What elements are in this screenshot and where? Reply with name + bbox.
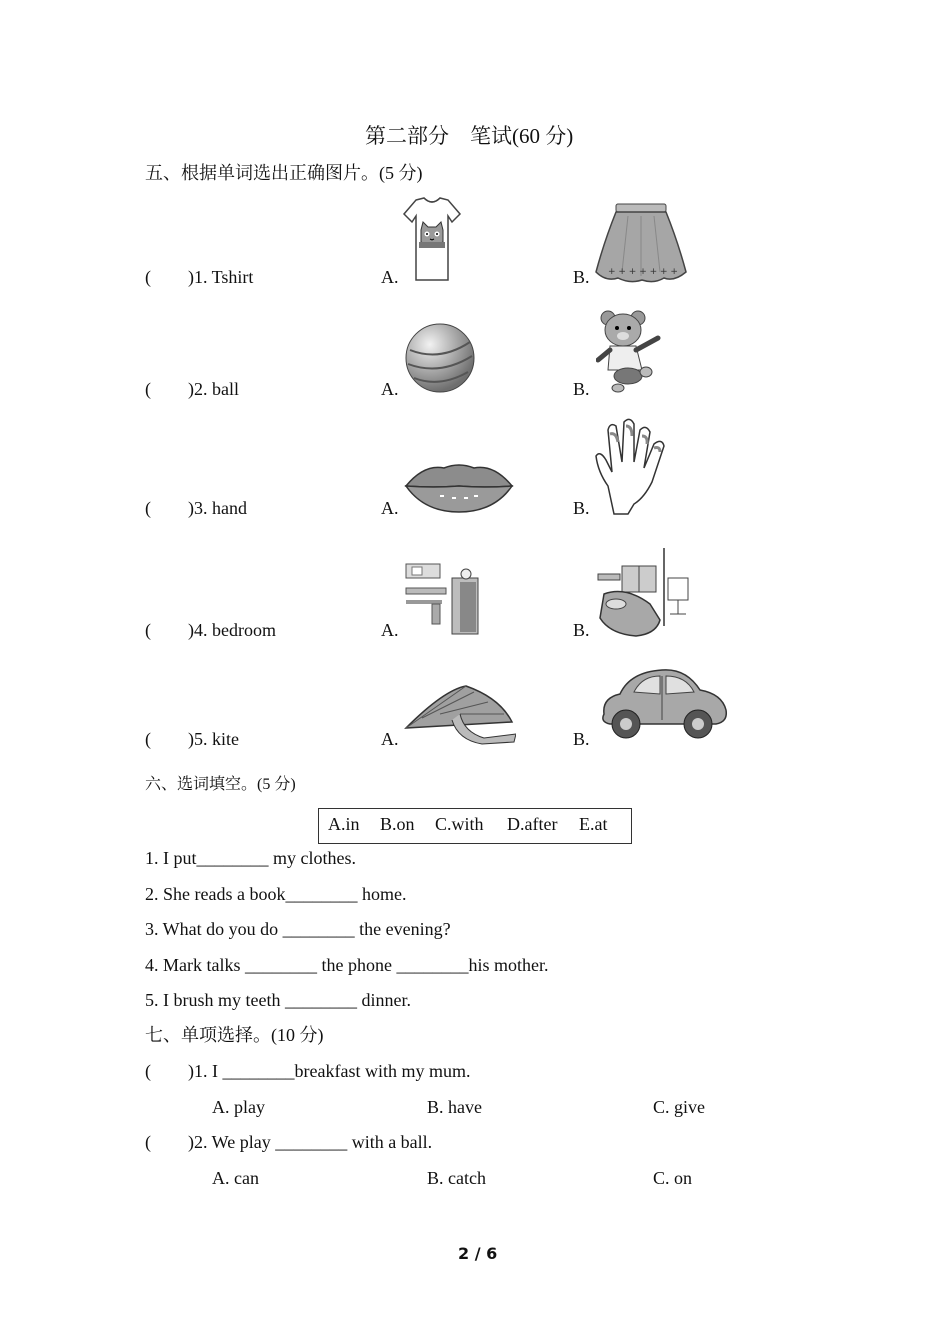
choice-question-stem: )1. I ________breakfast with my mum.: [188, 1061, 471, 1081]
choice-question-stem: )2. We play ________ with a ball.: [188, 1132, 433, 1152]
fill-sentence[interactable]: 3. What do you do ________ the evening?: [145, 919, 451, 939]
answer-bracket: (: [145, 498, 151, 518]
word-option: B.on: [380, 814, 415, 834]
word-option: D.after: [507, 814, 558, 834]
option-a-label: A.: [381, 620, 399, 640]
answer-bracket: (: [145, 1061, 151, 1081]
section6-heading: 六、选词填空。(5 分): [145, 776, 296, 793]
question-label: )1. Tshirt: [188, 267, 254, 287]
choice-option-c[interactable]: C. give: [653, 1097, 705, 1117]
lips-picture[interactable]: [404, 462, 514, 514]
kitchen-picture[interactable]: [404, 560, 482, 636]
answer-bracket: (: [145, 620, 151, 640]
tshirt-picture[interactable]: [402, 196, 462, 284]
word-option: E.at: [579, 814, 608, 834]
answer-bracket: (: [145, 379, 151, 399]
hand-picture[interactable]: [594, 416, 674, 516]
fill-sentence[interactable]: 1. I put________ my clothes.: [145, 848, 356, 868]
choice-option-b[interactable]: B. have: [427, 1097, 482, 1117]
skirt-picture[interactable]: [594, 202, 688, 284]
choice-option-c[interactable]: C. on: [653, 1168, 693, 1188]
option-b-label: B.: [573, 729, 590, 749]
word-option: A.in: [328, 814, 360, 834]
option-b-label: B.: [573, 267, 590, 287]
page-title: 第二部分 笔试(60 分): [365, 124, 574, 148]
word-bank: [318, 808, 632, 844]
answer-bracket: (: [145, 1132, 151, 1152]
option-a-label: A.: [381, 498, 399, 518]
question-label: )3. hand: [188, 498, 247, 518]
section5-heading: 五、根据单词选出正确图片。(5 分): [145, 163, 423, 183]
kite-picture[interactable]: [404, 684, 516, 746]
option-b-label: B.: [573, 379, 590, 399]
car-picture[interactable]: [596, 664, 730, 744]
choice-option-b[interactable]: B. catch: [427, 1168, 486, 1188]
section7-heading: 七、单项选择。(10 分): [145, 1025, 324, 1045]
fill-sentence[interactable]: 5. I brush my teeth ________ dinner.: [145, 990, 411, 1010]
option-a-label: A.: [381, 729, 399, 749]
question-label: )2. ball: [188, 379, 239, 399]
word-option: C.with: [435, 814, 484, 834]
page-number: 2 / 6: [458, 1244, 498, 1263]
ball-picture[interactable]: [404, 322, 476, 394]
question-label: )4. bedroom: [188, 620, 276, 640]
svg-text:+ + + + + + +: + + + + + + +: [608, 267, 678, 277]
choice-option-a[interactable]: A. play: [212, 1097, 265, 1117]
option-b-label: B.: [573, 620, 590, 640]
fill-sentence[interactable]: 2. She reads a book________ home.: [145, 884, 407, 904]
teddy-bear-picture[interactable]: [596, 308, 666, 394]
option-a-label: A.: [381, 267, 399, 287]
bedroom-picture[interactable]: [596, 548, 696, 640]
option-b-label: B.: [573, 498, 590, 518]
question-label: )5. kite: [188, 729, 239, 749]
answer-bracket: (: [145, 729, 151, 749]
answer-bracket: (: [145, 267, 151, 287]
choice-option-a[interactable]: A. can: [212, 1168, 259, 1188]
option-a-label: A.: [381, 379, 399, 399]
fill-sentence[interactable]: 4. Mark talks ________ the phone ________his mother.: [145, 955, 549, 975]
